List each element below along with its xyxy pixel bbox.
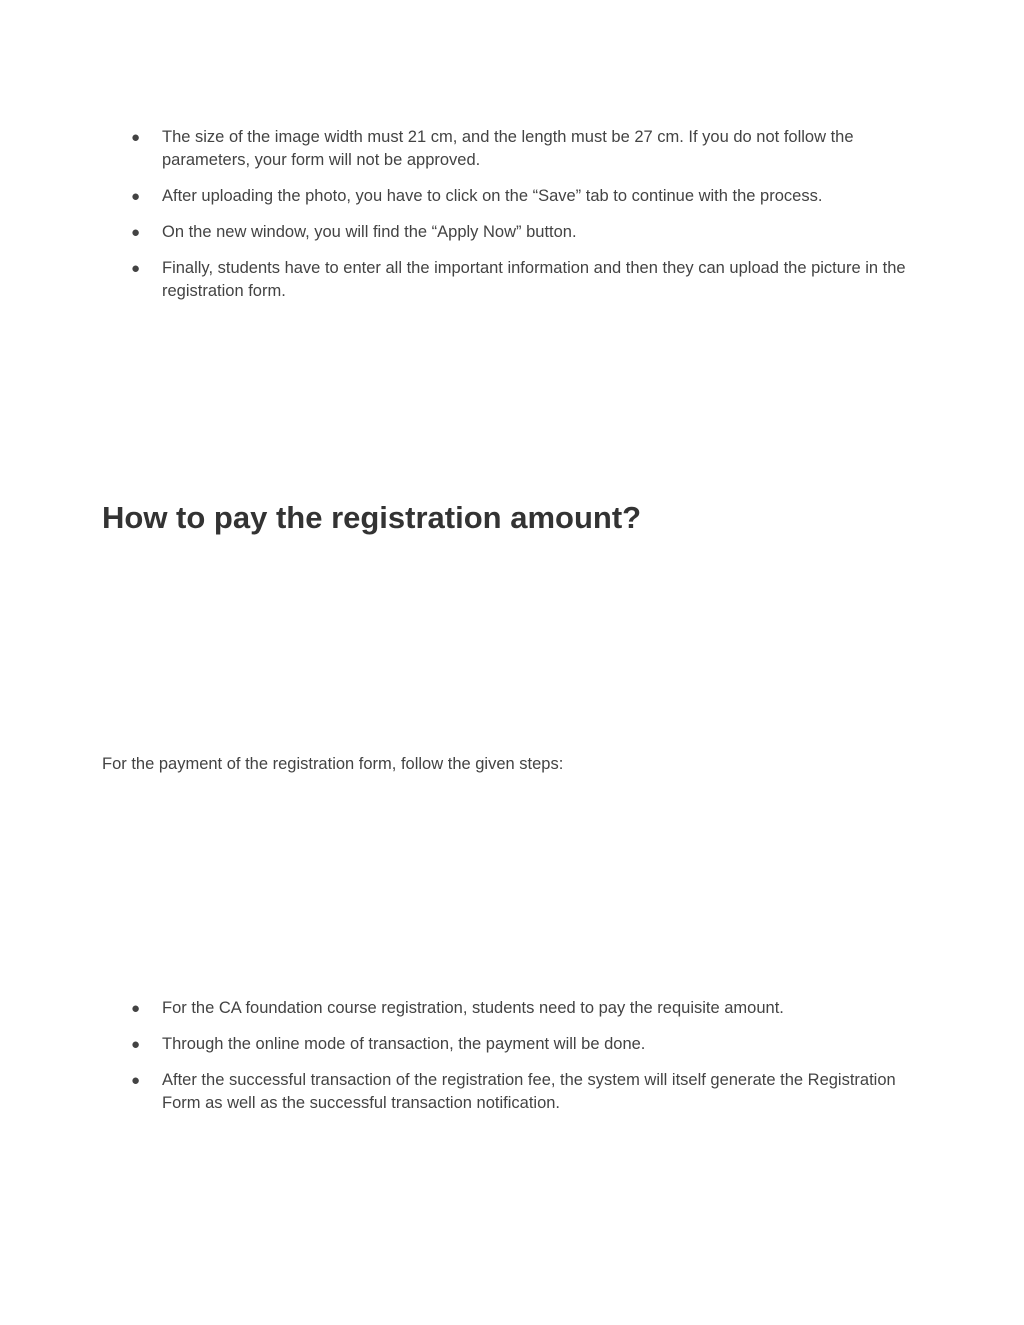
list-item-text: After uploading the photo, you have to click on the “Save” tab to continue with the process. bbox=[162, 187, 823, 205]
bullet-icon: ● bbox=[131, 224, 141, 241]
payment-steps-list bbox=[102, 997, 922, 1128]
list-item-text: The size of the image width must 21 cm, and the length must be 27 cm. If you do not follow the parameters, your form will not be approved. bbox=[162, 128, 854, 169]
list-item bbox=[102, 126, 922, 172]
list-item bbox=[102, 997, 922, 1020]
list-item-text: After the successful transaction of the registration fee, the system will itself generate the Registration Form as well as the successful transaction notification. bbox=[162, 1071, 896, 1112]
bullet-icon: ● bbox=[131, 1072, 141, 1089]
bullet-icon: ● bbox=[131, 188, 141, 205]
photo-instructions-list bbox=[102, 126, 922, 316]
bullet-icon: ● bbox=[131, 1000, 141, 1017]
intro-paragraph: For the payment of the registration form, follow the given steps: bbox=[102, 755, 564, 773]
list-item bbox=[102, 257, 922, 303]
bullet-icon: ● bbox=[131, 260, 141, 277]
bullet-icon: ● bbox=[131, 1036, 141, 1053]
list-item-text: For the CA foundation course registration, students need to pay the requisite amount. bbox=[162, 999, 784, 1017]
bullet-icon: ● bbox=[131, 129, 141, 146]
list-item-text: Finally, students have to enter all the important information and then they can upload the picture in the registration form. bbox=[162, 259, 906, 300]
list-item-text: On the new window, you will find the “Apply Now” button. bbox=[162, 223, 577, 241]
list-item bbox=[102, 185, 922, 208]
section-heading: How to pay the registration amount? bbox=[102, 500, 642, 535]
list-item bbox=[102, 1033, 922, 1056]
list-item bbox=[102, 1069, 922, 1115]
list-item-text: Through the online mode of transaction, the payment will be done. bbox=[162, 1035, 646, 1053]
list-item bbox=[102, 221, 922, 244]
